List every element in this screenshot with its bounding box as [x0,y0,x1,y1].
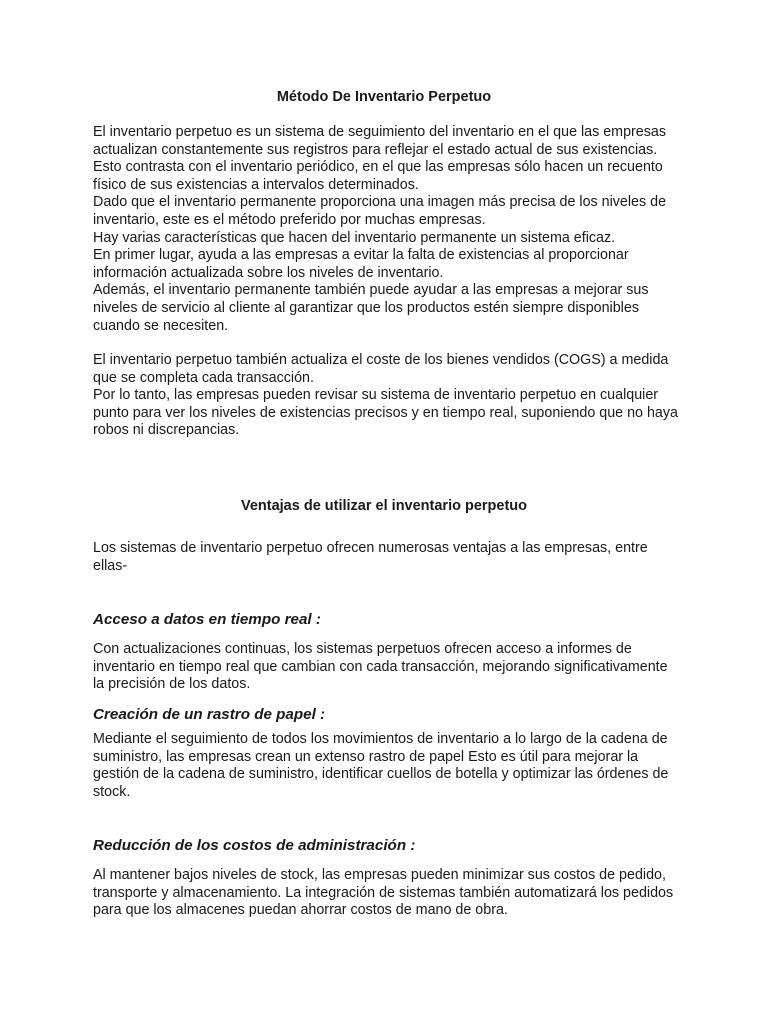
section-heading-real-time: Acceso a datos en tiempo real : [93,611,321,628]
section-line: inventario en tiempo real que cambian con cada transacción, mejorando significativamente [93,658,668,675]
advantages-intro [93,540,683,575]
section-line: Mediante el seguimiento de todos los movimientos de inventario a lo largo de la cadena de [93,731,668,747]
advantages-title: Ventajas de utilizar el inventario perpetuo [240,498,528,514]
intro-line: físico de sus existencias a intervalos determinados. [93,176,419,193]
cogs-line: El inventario perpetuo también actualiza el coste de los bienes vendidos (COGS) a medida [93,352,669,368]
section-body-real-time [93,641,683,694]
section-line: Con actualizaciones continuas, los sistemas perpetuos ofrecen acceso a informes de [93,641,632,657]
advantages-intro-line: Los sistemas de inventario perpetuo ofrecen numerosas ventajas a las empresas, entre [93,540,648,556]
intro-line: actualizan constantemente sus registros para reflejar el estado actual de sus existencias. [93,141,658,158]
intro-line: Dado que el inventario permanente proporciona una imagen más precisa de los niveles de [93,194,667,211]
intro-line: El inventario perpetuo es un sistema de seguimiento del inventario en el que las empresas [93,124,667,140]
section-line: la precisión de los datos. [93,676,251,693]
section-line: transporte y almacenamiento. La integración de sistemas también automatizará los pedidos [93,884,674,901]
intro-line: En primer lugar, ayuda a las empresas a evitar la falta de existencias al proporcionar [93,247,629,264]
intro-line: Además, el inventario permanente también puede ayudar a las empresas a mejorar sus [93,282,649,299]
section-line: Al mantener bajos niveles de stock, las empresas pueden minimizar sus costos de pedido, [93,867,666,883]
section-line: para que los almacenes puedan ahorrar costos de mano de obra. [93,902,508,919]
cogs-paragraph [93,352,683,440]
section-line: stock. [93,783,131,800]
cogs-line: que se completa cada transacción. [93,369,314,386]
intro-line: inventario, este es el método preferido por muchas empresas. [93,211,486,228]
section-body-admin-costs [93,867,683,920]
intro-line: Esto contrasta con el inventario periódico, en el que las empresas sólo hacen un recuento [93,159,663,176]
intro-line: información actualizada sobre los niveles de inventario. [93,264,444,281]
intro-line: niveles de servicio al cliente al garantizar que los productos estén siempre disponibles [93,299,639,316]
intro-paragraph [93,124,683,335]
cogs-line: robos ni discrepancias. [93,422,240,439]
intro-line: cuando se necesiten. [93,317,229,334]
cogs-line: punto para ver los niveles de existencias precisos y en tiempo real, suponiendo que no haya [93,404,678,421]
section-body-paper-trail [93,731,683,801]
intro-line: Hay varias características que hacen del inventario permanente un sistema eficaz. [93,229,616,246]
section-line: gestión de la cadena de suministro, identificar cuellos de botella y optimizar las órdenes de [93,766,669,783]
section-heading-admin-costs: Reducción de los costos de administración : [93,837,416,854]
advantages-intro-line: ellas- [93,557,128,574]
document-title: Método De Inventario Perpetuo [276,89,492,105]
cogs-line: Por lo tanto, las empresas pueden revisar su sistema de inventario perpetuo en cualquier [93,387,659,404]
section-heading-paper-trail: Creación de un rastro de papel : [93,706,326,723]
section-line: suministro, las empresas crean un extenso rastro de papel Esto es útil para mejorar la [93,748,639,765]
